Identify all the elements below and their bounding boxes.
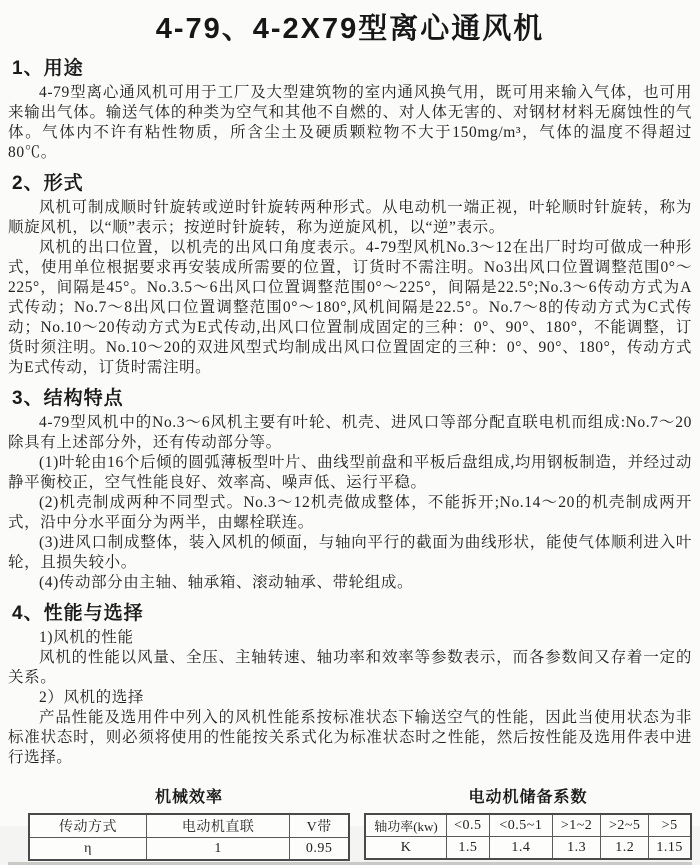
section-performance bbox=[8, 598, 692, 768]
structure-item-impeller: (1)叶轮由16个后倾的圆弧薄板型叶片、曲线型前盘和平板后盘组成,均用钢板制造，并经过动静平衡校正，空气性能良好、效率高、噪声低、运行平稳。 bbox=[8, 454, 692, 491]
page-title: 4-79、4-2X79型离心通风机 bbox=[155, 13, 545, 45]
cell-vbelt-value: 0.95 bbox=[290, 838, 349, 861]
table-row bbox=[29, 838, 349, 861]
header-range-lt05: <0.5 bbox=[447, 814, 490, 837]
cell-k-symbol: K bbox=[365, 837, 447, 860]
header-range-2-5: >2~5 bbox=[601, 814, 649, 837]
motor-reserve-table bbox=[364, 813, 692, 860]
performance-paragraph-selection: 产品性能及选用件中列入的风机性能系按标准状态下输送空气的性能，因此当使用状态为非标准状态时，则必须将使用的性能按关系式化为标准状态时之性能，然后按性能及选用件表中进行选择。 bbox=[8, 709, 692, 766]
section-form bbox=[8, 168, 692, 378]
cell-k-gt5: 1.15 bbox=[649, 837, 691, 860]
bottom-tables-row bbox=[8, 784, 692, 861]
header-shaft-power: 轴功率(kw) bbox=[365, 814, 447, 837]
performance-subhead-fan-performance: 1)风机的性能 bbox=[39, 629, 134, 646]
cell-eta-symbol: η bbox=[29, 838, 146, 861]
usage-paragraph: 4-79型离心通风机可用于工厂及大型建筑物的室内通风换气用，既可用来输入气体，也可用来输出气体。输送气体的种类为空气和其他不自燃的、对人体无害的、对钢材材料无腐蚀性的气体。气体内不许有粘性物质，所含尘土及硬质颗粒物不大于150mg/m³，气体的温度不得超过80℃。 bbox=[8, 84, 692, 161]
structure-item-inlet: (3)进风口制成整体，装入风机的倾面，与轴向平行的截面为曲线形状，能使气体顺利进入叶轮，且损失较小。 bbox=[8, 534, 692, 571]
header-range-gt5: >5 bbox=[649, 814, 691, 837]
structure-item-transmission: (4)传动部分由主轴、轴承箱、滚动轴承、带轮组成。 bbox=[39, 574, 414, 591]
table-header-row bbox=[365, 814, 691, 837]
cell-k-1-2: 1.3 bbox=[553, 837, 601, 860]
section-usage bbox=[8, 53, 692, 163]
form-paragraph-rotation: 风机可制成顺时针旋转或逆时针旋转两种形式。从电动机一端正视，叶轮顺时针旋转，称为顺旋风机，以“顺”表示；按逆时针旋转，称为逆旋风机，以“逆”表示。 bbox=[8, 199, 692, 236]
header-range-05-1: <0.5~1 bbox=[489, 814, 552, 837]
header-v-belt: V带 bbox=[290, 814, 349, 838]
section-structure bbox=[8, 383, 692, 593]
cell-k-lt05: 1.5 bbox=[447, 837, 490, 860]
header-direct-motor: 电动机直联 bbox=[146, 814, 289, 838]
structure-paragraph-intro: 4-79型风机中的No.3～6风机主要有叶轮、机壳、进风口等部分配直联电机而组成:No.7～20除具有上述部分外，还有传动部分等。 bbox=[8, 414, 692, 451]
section-heading-usage: 1、用途 bbox=[12, 58, 84, 79]
cell-direct-value: 1 bbox=[146, 838, 289, 861]
performance-paragraph-parameters: 风机的性能以风量、全压、主轴转速、轴功率和效率等参数表示，而各参数间又存着一定的关系。 bbox=[8, 649, 692, 686]
mechanical-efficiency-title: 机械效率 bbox=[154, 789, 223, 806]
section-heading-structure: 3、结构特点 bbox=[12, 388, 124, 409]
mechanical-efficiency-block bbox=[8, 784, 356, 861]
table-row bbox=[365, 837, 691, 860]
cell-k-2-5: 1.2 bbox=[601, 837, 649, 860]
cell-k-05-1: 1.4 bbox=[489, 837, 552, 860]
structure-item-casing: (2)机壳制成两种不同型式。No.3～12机壳做成整体，不能拆开;No.14～20的机壳制成两开式，沿中分水平面分为两半，由螺栓联连。 bbox=[8, 494, 692, 531]
section-heading-form: 2、形式 bbox=[12, 173, 84, 194]
mechanical-efficiency-table bbox=[28, 813, 350, 861]
header-transmission-type: 传动方式 bbox=[29, 814, 146, 838]
motor-reserve-title: 电动机储备系数 bbox=[468, 789, 588, 806]
section-heading-performance: 4、性能与选择 bbox=[12, 603, 144, 624]
performance-subhead-fan-selection: 2）风机的选择 bbox=[39, 689, 144, 706]
header-range-1-2: >1~2 bbox=[553, 814, 601, 837]
motor-reserve-block bbox=[356, 784, 692, 860]
form-paragraph-outlet-position: 风机的出口位置，以机壳的出风口角度表示。4-79型风机No.3～12在出厂时均可做成一种形式，使用单位根据要求再安装成所需要的位置，订货时不需注明。No3出风口位置调整范围0°～225°，间隔是45°。No.3.5～6出风口位置调整范围0°～225°，间隔是22.5°;No.3～6传动方式为A式传动；No.7～8出风口位置调整范围0°～180°,风机间隔是22.5°。No.7～8的传动方式为C式传动；No.10～20传动方式为E式传动,出风口位置制成固定的三种：0°、90°、180°，不能调整，订货时须注明。No.10～20的双进风型式均制成出风口位置固定的三种：0°、90°、180°，传动方式为E式传动，订货时需注明。 bbox=[8, 239, 692, 376]
